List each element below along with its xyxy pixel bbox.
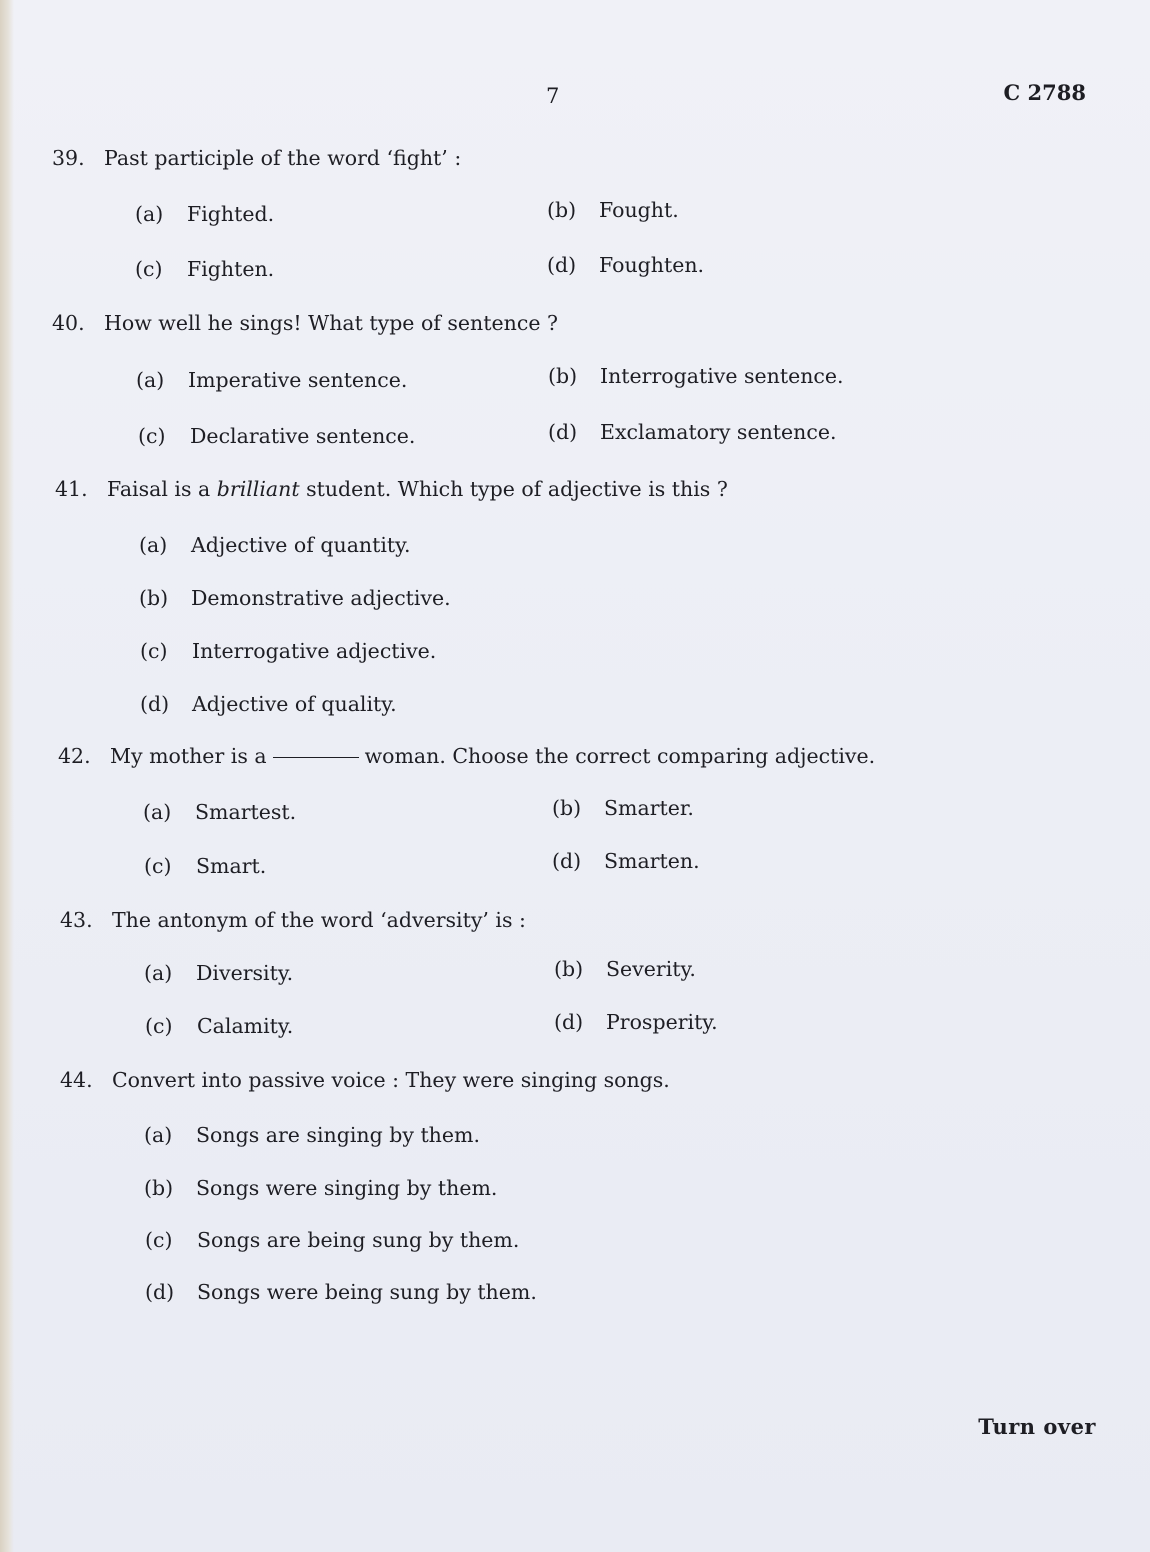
- option-label: (c): [145, 1014, 173, 1038]
- answer-blank: [273, 757, 359, 758]
- option-42-b: [552, 796, 694, 820]
- option-39-d: [547, 253, 704, 277]
- option-text: Declarative sentence.: [190, 424, 416, 448]
- option-label: (b): [547, 198, 577, 222]
- option-42-c: [144, 854, 266, 878]
- option-label: (b): [552, 796, 582, 820]
- option-label: (c): [144, 854, 172, 878]
- option-text: Smarter.: [604, 796, 694, 820]
- option-label: (d): [140, 692, 170, 716]
- question-43: [60, 908, 526, 932]
- option-text: Diversity.: [196, 961, 294, 985]
- option-44-d: [145, 1280, 537, 1304]
- option-43-a: [144, 961, 293, 985]
- option-text: Calamity.: [197, 1014, 294, 1038]
- option-41-d: [140, 692, 397, 716]
- option-label: (a): [144, 961, 173, 985]
- page-number: 7: [546, 84, 560, 108]
- option-text: Smarten.: [604, 849, 700, 873]
- option-text: Songs are being sung by them.: [197, 1228, 520, 1252]
- question-text: The antonym of the word ‘adversity’ is :: [112, 908, 526, 932]
- option-text: Severity.: [606, 957, 696, 981]
- question-text: Past participle of the word ‘fight’ :: [104, 146, 462, 170]
- option-40-c: [138, 424, 415, 448]
- question-41: [55, 477, 728, 501]
- option-text: Songs were singing by them.: [196, 1176, 498, 1200]
- option-41-b: [139, 586, 451, 610]
- option-label: (b): [554, 957, 584, 981]
- question-number: 41.: [55, 477, 88, 501]
- question-number: 39.: [52, 146, 85, 170]
- option-text: Exclamatory sentence.: [600, 420, 837, 444]
- option-text: Fighted.: [187, 202, 275, 226]
- option-text: Interrogative adjective.: [192, 639, 437, 663]
- option-label: (b): [144, 1176, 174, 1200]
- question-emphasis-word: brilliant: [216, 477, 300, 501]
- question-text-start: Faisal is a: [107, 477, 217, 501]
- option-42-a: [143, 800, 296, 824]
- page-edge-shadow: [0, 0, 14, 1552]
- option-text: Smart.: [196, 854, 267, 878]
- option-text: Adjective of quantity.: [191, 533, 411, 557]
- paper-code: C 2788: [1003, 80, 1086, 105]
- option-label: (d): [145, 1280, 175, 1304]
- option-label: (c): [135, 257, 163, 281]
- option-43-d: [554, 1010, 718, 1034]
- option-text: Demonstrative adjective.: [191, 586, 451, 610]
- question-number: 40.: [52, 311, 85, 335]
- option-text: Foughten.: [599, 253, 705, 277]
- option-39-b: [547, 198, 679, 222]
- question-text-start: My mother is a: [110, 744, 267, 768]
- option-label: (d): [554, 1010, 584, 1034]
- question-number: 43.: [60, 908, 93, 932]
- option-label: (d): [548, 420, 578, 444]
- option-40-a: [136, 368, 407, 392]
- question-39: [52, 146, 461, 170]
- option-label: (d): [547, 253, 577, 277]
- option-label: (c): [138, 424, 166, 448]
- option-text: Interrogative sentence.: [600, 364, 844, 388]
- option-label: (a): [136, 368, 165, 392]
- question-number: 44.: [60, 1068, 93, 1092]
- option-40-b: [548, 364, 844, 388]
- option-text: Prosperity.: [606, 1010, 718, 1034]
- option-text: Smartest.: [195, 800, 297, 824]
- option-label: (c): [145, 1228, 173, 1252]
- option-label: (b): [548, 364, 578, 388]
- question-40: [52, 311, 558, 335]
- question-text-end: student. Which type of adjective is this ?: [299, 477, 728, 501]
- option-text: Songs were being sung by them.: [197, 1280, 537, 1304]
- option-label: (a): [135, 202, 164, 226]
- question-42: [58, 744, 875, 768]
- turn-over-note: Turn over: [978, 1414, 1096, 1439]
- option-43-c: [145, 1014, 293, 1038]
- option-label: (b): [139, 586, 169, 610]
- question-text: Convert into passive voice : They were singing songs.: [112, 1068, 670, 1092]
- option-44-c: [145, 1228, 519, 1252]
- question-44: [60, 1068, 670, 1092]
- option-44-a: [144, 1123, 480, 1147]
- option-text: Adjective of quality.: [192, 692, 397, 716]
- question-text-end: woman. Choose the correct comparing adjective.: [364, 744, 876, 768]
- option-label: (a): [139, 533, 168, 557]
- option-label: (d): [552, 849, 582, 873]
- option-42-d: [552, 849, 700, 873]
- option-text: Fought.: [599, 198, 679, 222]
- option-label: (c): [140, 639, 168, 663]
- option-label: (a): [143, 800, 172, 824]
- question-number: 42.: [58, 744, 91, 768]
- option-text: Imperative sentence.: [188, 368, 408, 392]
- option-41-c: [140, 639, 436, 663]
- option-label: (a): [144, 1123, 173, 1147]
- option-44-b: [144, 1176, 497, 1200]
- option-text: Songs are singing by them.: [196, 1123, 480, 1147]
- option-43-b: [554, 957, 696, 981]
- option-41-a: [139, 533, 411, 557]
- option-39-c: [135, 257, 274, 281]
- option-text: Fighten.: [187, 257, 275, 281]
- question-text: How well he sings! What type of sentence ?: [104, 311, 558, 335]
- option-40-d: [548, 420, 836, 444]
- option-39-a: [135, 202, 274, 226]
